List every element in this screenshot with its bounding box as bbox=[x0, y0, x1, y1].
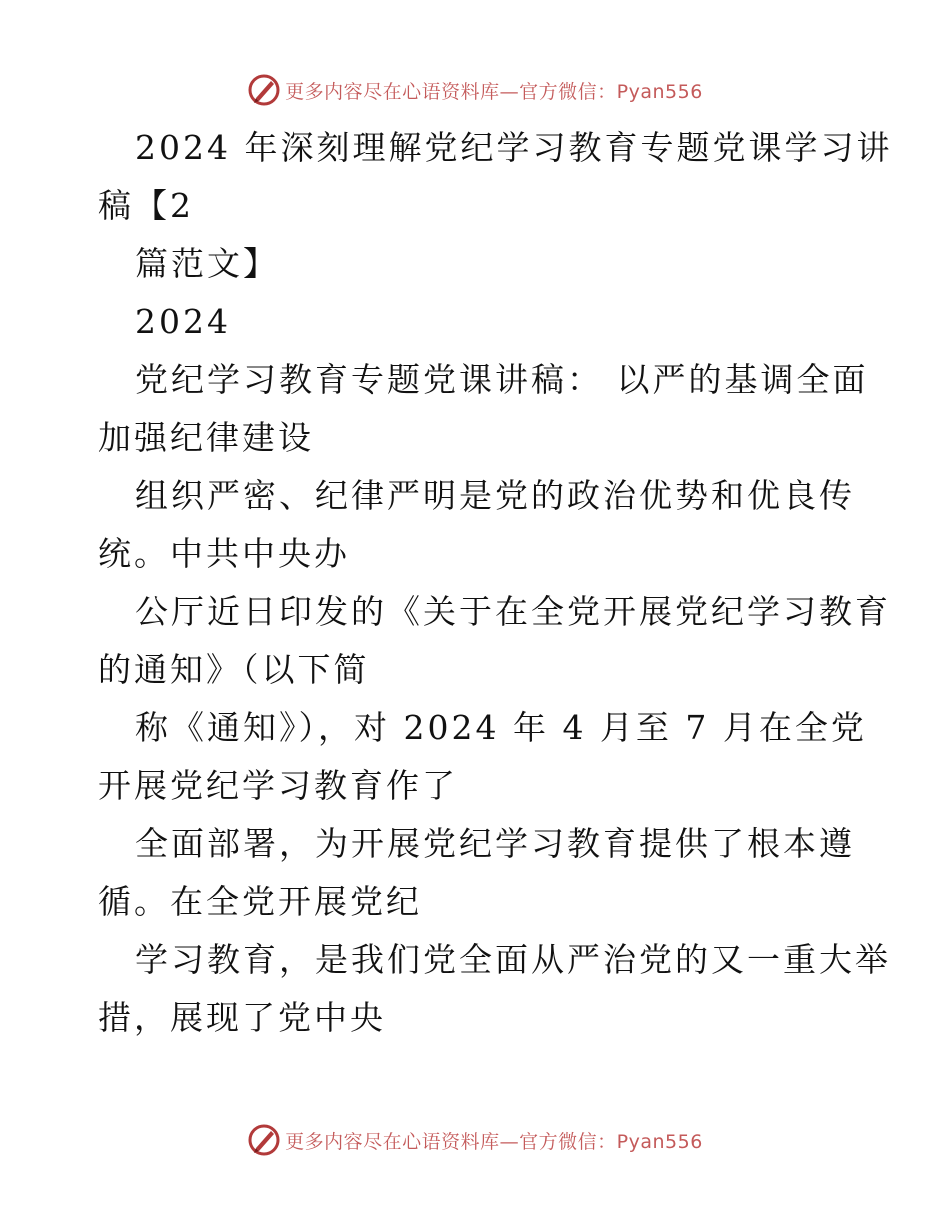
subtitle-line-1: 党纪学习教育专题党课讲稿： 以严的基调全面 bbox=[135, 360, 869, 399]
watermark-text: 更多内容尽在心语资料库—官方微信：Pyan556 bbox=[285, 80, 703, 103]
subtitle-line-2: 加强纪律建设 bbox=[98, 418, 314, 457]
paragraph-line: 学习教育，是我们党全面从严治党的又一重大举 bbox=[135, 940, 891, 979]
title-line-3: 篇范文】 bbox=[135, 244, 279, 283]
paragraph-line: 公厅近日印发的《关于在全党开展党纪学习教育 bbox=[135, 592, 891, 631]
paragraph-line: 的通知》（以下简 bbox=[98, 650, 370, 689]
watermark-text: 更多内容尽在心语资料库—官方微信：Pyan556 bbox=[285, 1130, 703, 1153]
wechat-id: Pyan556 bbox=[616, 80, 703, 103]
footer-watermark bbox=[0, 1120, 950, 1160]
paragraph-line: 开展党纪学习教育作了 bbox=[98, 766, 458, 805]
pen-seal-icon bbox=[247, 73, 281, 107]
title-line-2: 稿【2 bbox=[98, 186, 194, 225]
wechat-id: Pyan556 bbox=[616, 1130, 703, 1153]
paragraph-line: 措，展现了党中央 bbox=[98, 998, 386, 1037]
year-line: 2024 bbox=[135, 302, 231, 341]
title-line-1: 2024 年深刻理解党纪学习教育专题党课学习讲 bbox=[135, 128, 893, 167]
paragraph-line: 称《通知》），对 2024 年 4 月至 7 月在全党 bbox=[135, 708, 867, 747]
paragraph-line: 统。中共中央办 bbox=[98, 534, 350, 573]
paragraph-line: 循。在全党开展党纪 bbox=[98, 882, 422, 921]
pen-seal-icon bbox=[247, 1123, 281, 1157]
paragraph-line: 组织严密、纪律严明是党的政治优势和优良传 bbox=[135, 476, 855, 515]
header-watermark bbox=[0, 70, 950, 110]
paragraph-line: 全面部署，为开展党纪学习教育提供了根本遵 bbox=[135, 824, 855, 863]
